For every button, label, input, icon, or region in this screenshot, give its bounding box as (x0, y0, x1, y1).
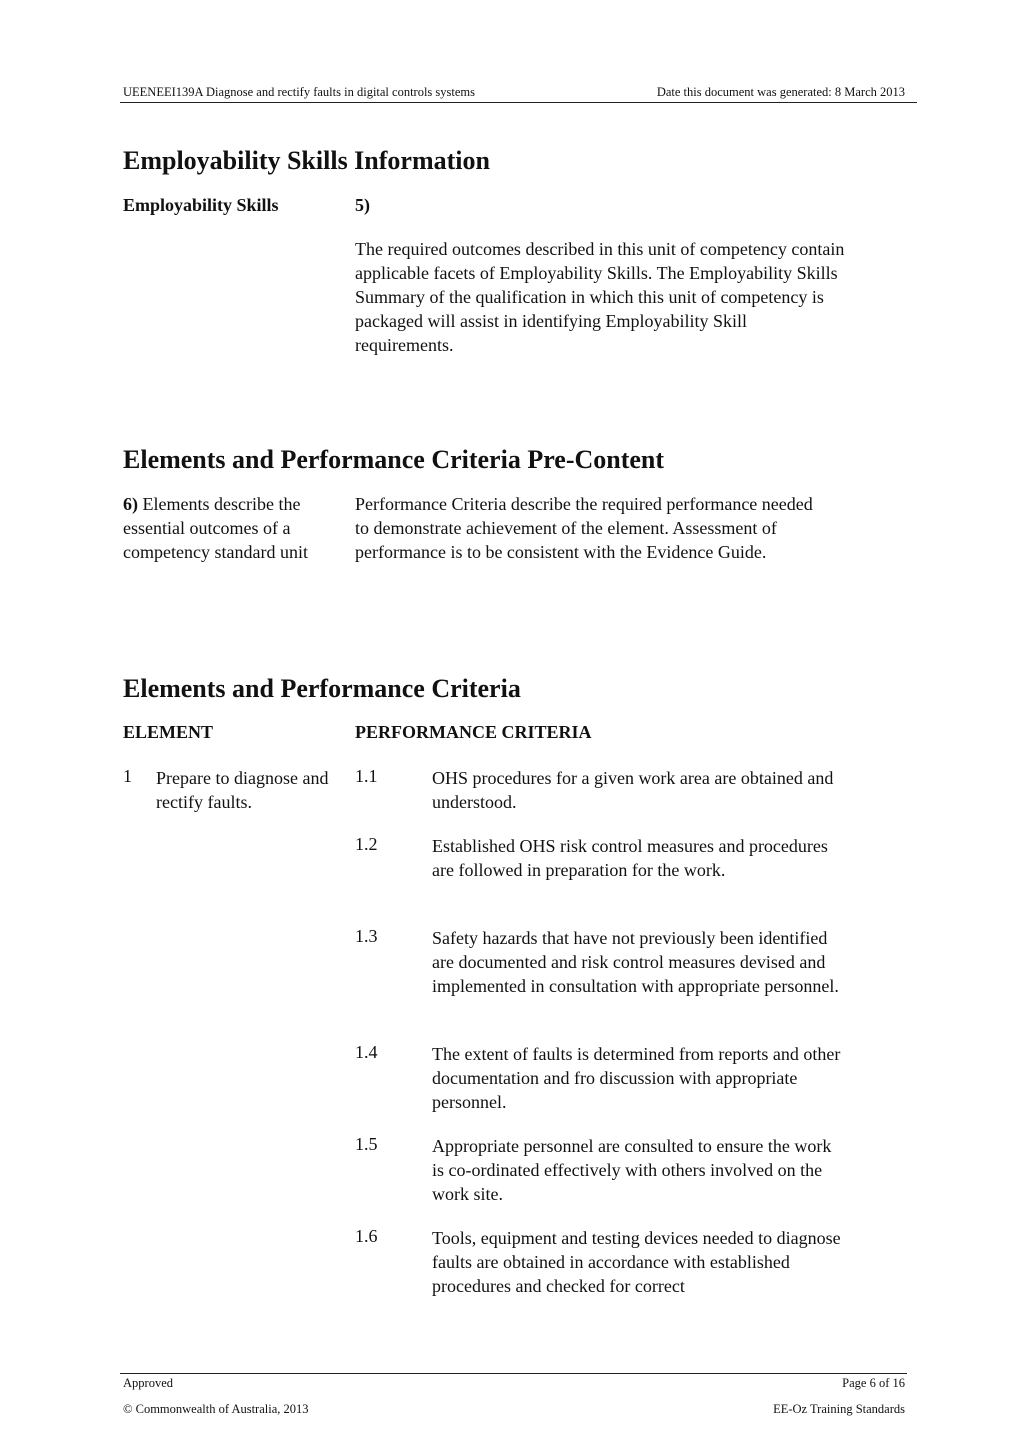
criterion-text: The extent of faults is determined from reports and other documentation and fro discussion with appropriate personnel. (432, 1044, 841, 1112)
employability-heading: Employability Skills Information (123, 146, 490, 175)
footer-divider (120, 1373, 907, 1374)
footer-copyright: © Commonwealth of Australia, 2013 (123, 1402, 309, 1416)
footer-page-number: Page 6 of 16 (842, 1376, 905, 1390)
criterion-number: 1.4 (355, 1042, 378, 1062)
footer-approved: Approved (123, 1376, 173, 1390)
criterion-number: 1.1 (355, 766, 378, 786)
pre-content-criteria-text: Performance Criteria describe the required performance needed to demonstrate achievement of the element. Assessment of performance is to be consistent with the Evidence Guide. (355, 494, 813, 562)
employability-marker: 5) (355, 195, 370, 215)
employability-text: The required outcomes described in this unit of competency contain applicable facets of Employability Skills. The Employability Skills Summary of the qualification in which this unit of competency is packaged will assist in identifying Employability Skill requirements. (355, 239, 845, 355)
element-title: Prepare to diagnose and rectify faults. (156, 768, 329, 812)
criteria-heading: Elements and Performance Criteria (123, 674, 521, 703)
criterion-number: 1.6 (355, 1226, 378, 1246)
pre-content-elements-text: Elements describe the essential outcomes of a competency standard unit (123, 494, 308, 562)
header-unit-title: UEENEEI139A Diagnose and rectify faults in digital controls systems (123, 85, 476, 99)
pre-content-elements-note (123, 492, 338, 564)
pre-content-marker: 6) (123, 494, 138, 514)
criterion-text: Established OHS risk control measures and procedures are followed in preparation for the work. (432, 836, 828, 880)
column-header-element: ELEMENT (123, 722, 214, 742)
criterion-text: Safety hazards that have not previously been identified are documented and risk control measures devised and implemented in consultation with appropriate personnel. (432, 928, 839, 996)
footer-organisation: EE-Oz Training Standards (773, 1402, 905, 1416)
column-header-performance-criteria: PERFORMANCE CRITERIA (355, 722, 592, 742)
header-divider (120, 102, 917, 103)
employability-label: Employability Skills (123, 195, 279, 215)
criterion-number: 1.5 (355, 1134, 378, 1154)
element-number: 1 (123, 766, 132, 786)
criterion-number: 1.2 (355, 834, 378, 854)
criterion-text: Appropriate personnel are consulted to ensure the work is co-ordinated effectively with others involved on the work site. (432, 1136, 832, 1204)
criterion-number: 1.3 (355, 926, 378, 946)
pre-content-heading: Elements and Performance Criteria Pre-Content (123, 445, 665, 474)
criterion-text: Tools, equipment and testing devices needed to diagnose faults are obtained in accordance with established procedures and checked for correct (432, 1228, 841, 1296)
criterion-text: OHS procedures for a given work area are obtained and understood. (432, 768, 834, 812)
header-generated-date: Date this document was generated: 8 March 2013 (656, 85, 905, 99)
